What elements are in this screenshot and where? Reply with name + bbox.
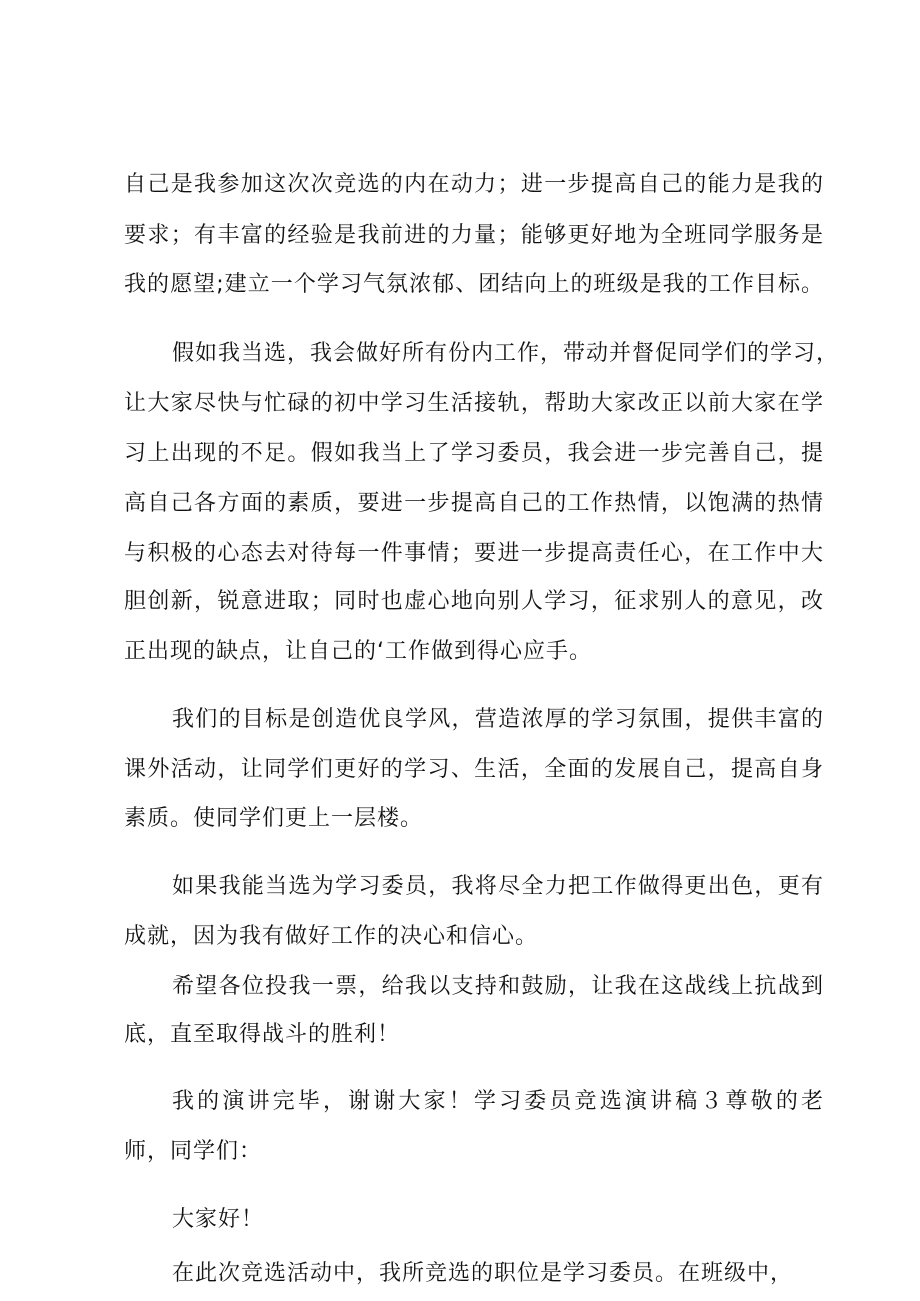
text-line: 在此次竞选活动中，我所竞选的职位是学习委员。在班级中，	[172, 1261, 794, 1286]
text-line: 正出现的缺点，让自己的‘工作做到得心应手。	[124, 639, 592, 664]
text-line: 我们的目标是创造优良学风，营造浓厚的学习氛围，提供丰富的	[172, 707, 824, 732]
text-line: 素质。使同学们更上一层楼。	[124, 806, 424, 831]
text-line: 课外活动，让同学们更好的学习、生活，全面的发展自己，提高自身	[124, 757, 824, 782]
text-line: 高自己各方面的素质，要进一步提高自己的工作热情，以饱满的热情	[124, 491, 824, 516]
text-line: 胆创新，锐意进取；同时也虚心地向别人学习，征求别人的意见，改	[124, 589, 824, 614]
text-line: 要求；有丰富的经验是我前进的力量；能够更好地为全班同学服务是	[124, 223, 824, 248]
text-line: 希望各位投我一票，给我以支持和鼓励，让我在这战线上抗战到	[172, 974, 824, 999]
text-line: 我的愿望;建立一个学习气氛浓郁、团结向上的班级是我的工作目标。	[124, 272, 824, 297]
text-line: 底，直至取得战斗的胜利！	[124, 1022, 401, 1047]
text-line: 成就，因为我有做好工作的决心和信心。	[124, 924, 539, 949]
text-line: 假如我当选，我会做好所有份内工作，带动并督促同学们的学习，	[172, 341, 840, 366]
text-line: 师，同学们：	[124, 1139, 263, 1164]
text-line: 如果我能当选为学习委员，我将尽全力把工作做得更出色，更有	[172, 874, 824, 899]
text-line: 让大家尽快与忙碌的初中学习生活接轨，帮助大家改正以前大家在学	[124, 391, 824, 416]
text-line: 自己是我参加这次次竞选的内在动力；进一步提高自己的能力是我的	[124, 172, 824, 197]
text-line: 与积极的心态去对待每一件事情；要进一步提高责任心，在工作中大	[124, 541, 824, 566]
text-line: 大家好！	[172, 1207, 265, 1232]
text-line: 我的演讲完毕，谢谢大家！学习委员竞选演讲稿３尊敬的老	[172, 1089, 824, 1114]
text-line: 习上出现的不足。假如我当上了学习委员，我会进一步完善自己，提	[124, 441, 824, 466]
